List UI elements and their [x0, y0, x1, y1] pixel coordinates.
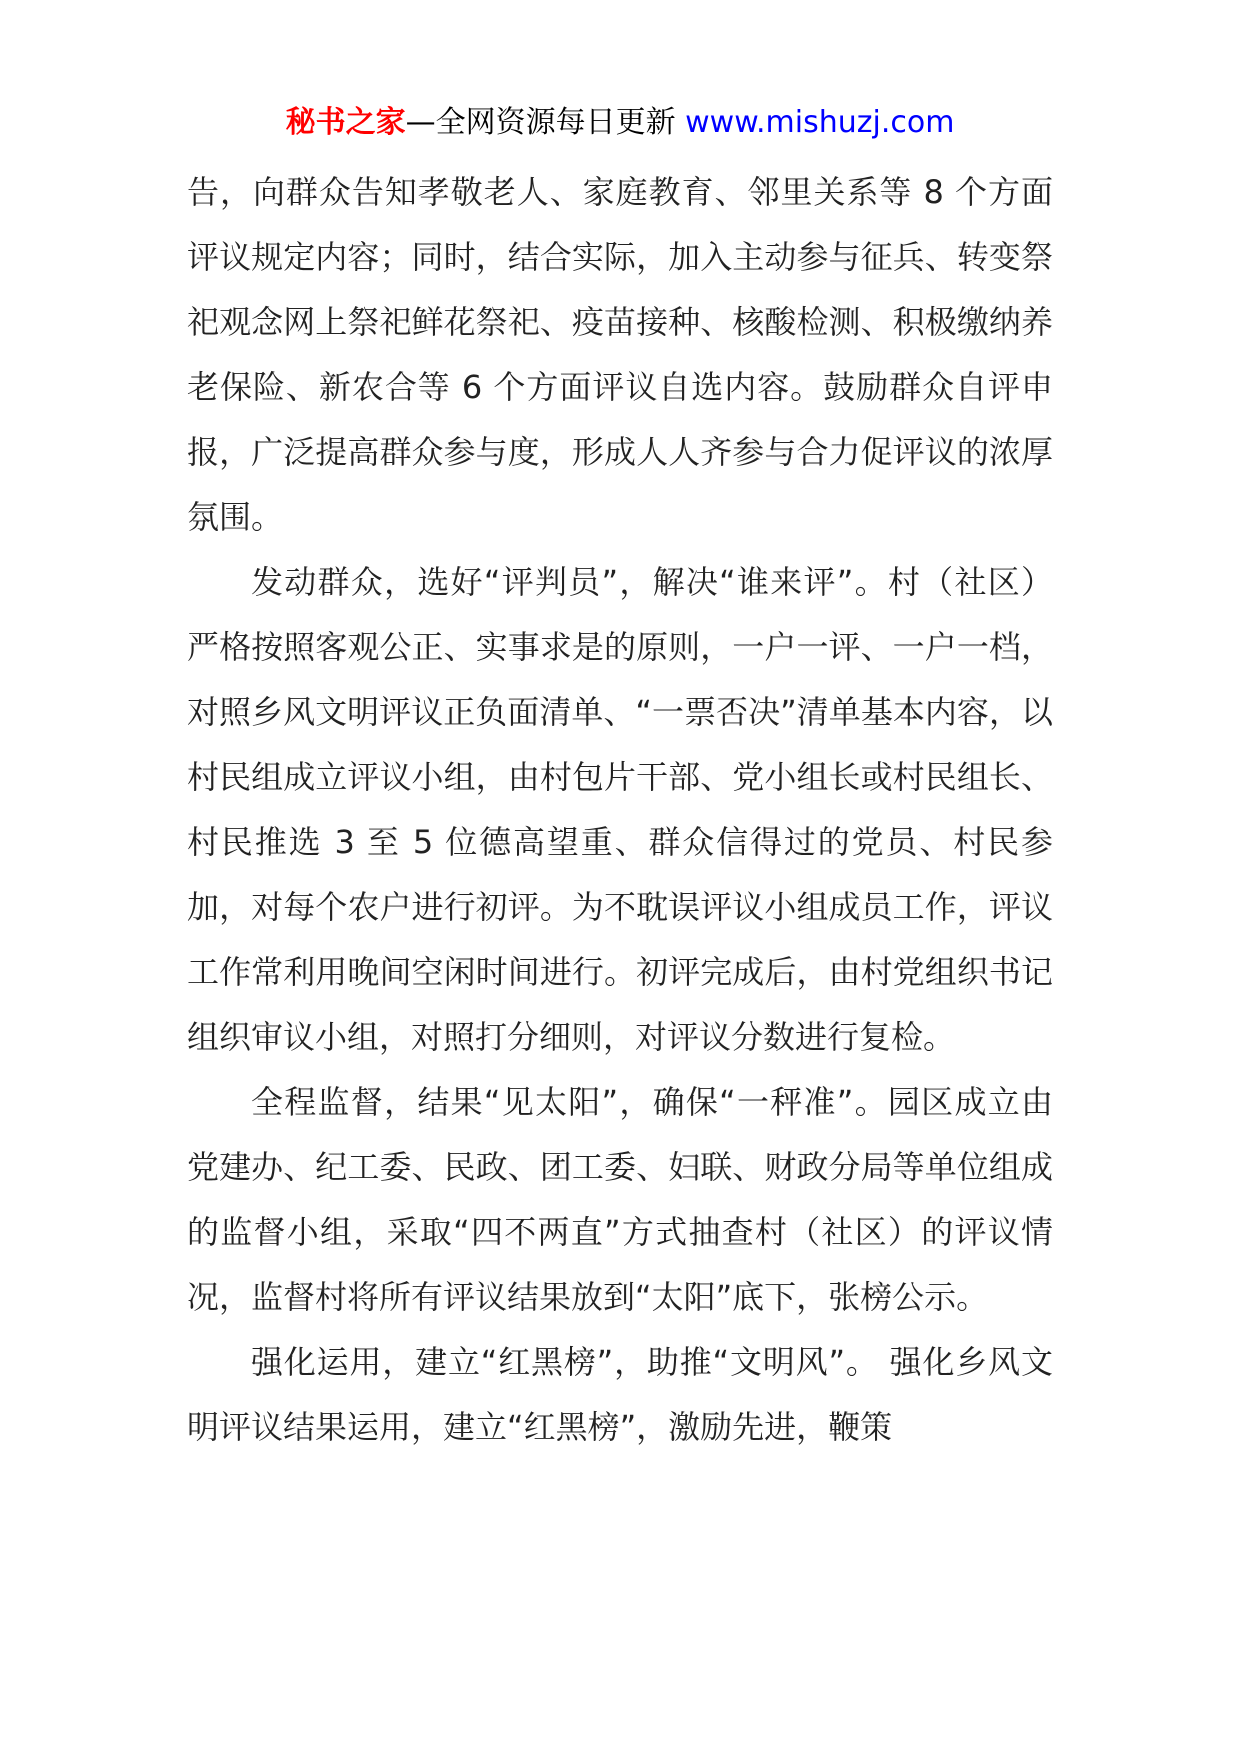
paragraph-strengthen-application: 强化运用，建立“红黑榜”，助推“文明风”。 强化乡风文明评议结果运用，建立“红黑榜”，激励先进，鞭策 — [187, 1343, 1053, 1446]
site-slogan: —全网资源每日更新 — [405, 105, 676, 140]
site-header — [0, 100, 1240, 146]
paragraph-mobilize-masses: 发动群众，选好“评判员”，解决“谁来评”。村（社区）严格按照客观公正、实事求是的原则，一户一评、一户一档，对照乡风文明评议正负面清单、“一票否决”清单基本内容，以村民组成立评议小组，由村包片干部、党小组长或村民组长、村民推选 3 至 5 位德高望重、群众信得过的党员、村民参加，对每个农户进行初评。为不耽误评议小组成员工作，评议工作常利用晚间空闲时间进行。初评完成后，由村党组织书记组织审议小组，对照打分细则，对评议分数进行复检。 — [187, 563, 1053, 1056]
paragraph-full-supervision: 全程监督，结果“见太阳”，确保“一秤准”。园区成立由党建办、纪工委、民政、团工委、妇联、财政分局等单位组成的监督小组，采取“四不两直”方式抽查村（社区）的评议情况，监督村将所有评议结果放到“太阳”底下，张榜公示。 — [187, 1083, 1053, 1316]
paragraph-continued: 告，向群众告知孝敬老人、家庭教育、邻里关系等 8 个方面评议规定内容；同时，结合实际，加入主动参与征兵、转变祭祀观念网上祭祀鲜花祭祀、疫苗接种、核酸检测、积极缴纳养老保险、新农合等 6 个方面评议自选内容。鼓励群众自评申报，广泛提高群众参与度，形成人人齐参与合力促评议的浓厚氛围。 — [187, 173, 1053, 536]
site-url-link[interactable]: www.mishuzj.com — [685, 105, 955, 140]
site-brand: 秘书之家 — [285, 105, 406, 140]
document-body — [187, 160, 1053, 1460]
